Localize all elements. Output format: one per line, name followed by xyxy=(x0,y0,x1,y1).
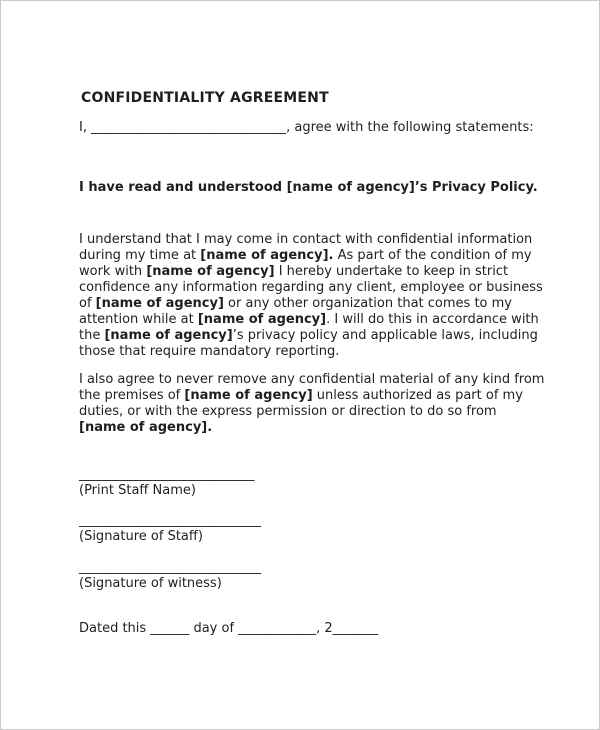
dated-line: Dated this ______ day of ____________, 2_______ xyxy=(79,621,379,636)
print-name-blank-line: ___________________________ xyxy=(79,467,255,482)
signature-block-print-name xyxy=(79,467,539,499)
print-name-label: (Print Staff Name) xyxy=(79,483,196,498)
witness-signature-blank-line: ____________________________ xyxy=(79,560,261,575)
intro-line: I, ______________________________, agree with the following statements: xyxy=(79,120,534,135)
witness-signature-label: (Signature of witness) xyxy=(79,576,222,591)
document-title: CONFIDENTIALITY AGREEMENT xyxy=(81,90,329,106)
signature-block-witness xyxy=(79,560,539,592)
signature-block-staff xyxy=(79,513,539,545)
staff-signature-label: (Signature of Staff) xyxy=(79,529,203,544)
staff-signature-blank-line: ____________________________ xyxy=(79,513,261,528)
paragraph-confidentiality-terms: I understand that I may come in contact with confidential information during my time at [name of agency]. As part of the condition of my work with [name of agency] I hereby undertake to keep in strict confidence any information regarding any client, employee or business of [name of agency] or any other organization that comes to my attention while at [name of agency]. I will do this in accordance with the [name of agency]’s privacy policy and applicable laws, including those that require mandatory reporting. xyxy=(79,232,543,359)
paragraph-removal-terms: I also agree to never remove any confidential material of any kind from the premises of [name of agency] unless authorized as part of my duties, or with the express permission or direction to do so from [name of agency]. xyxy=(79,372,545,435)
statement-line: I have read and understood [name of agency]’s Privacy Policy. xyxy=(79,180,538,195)
